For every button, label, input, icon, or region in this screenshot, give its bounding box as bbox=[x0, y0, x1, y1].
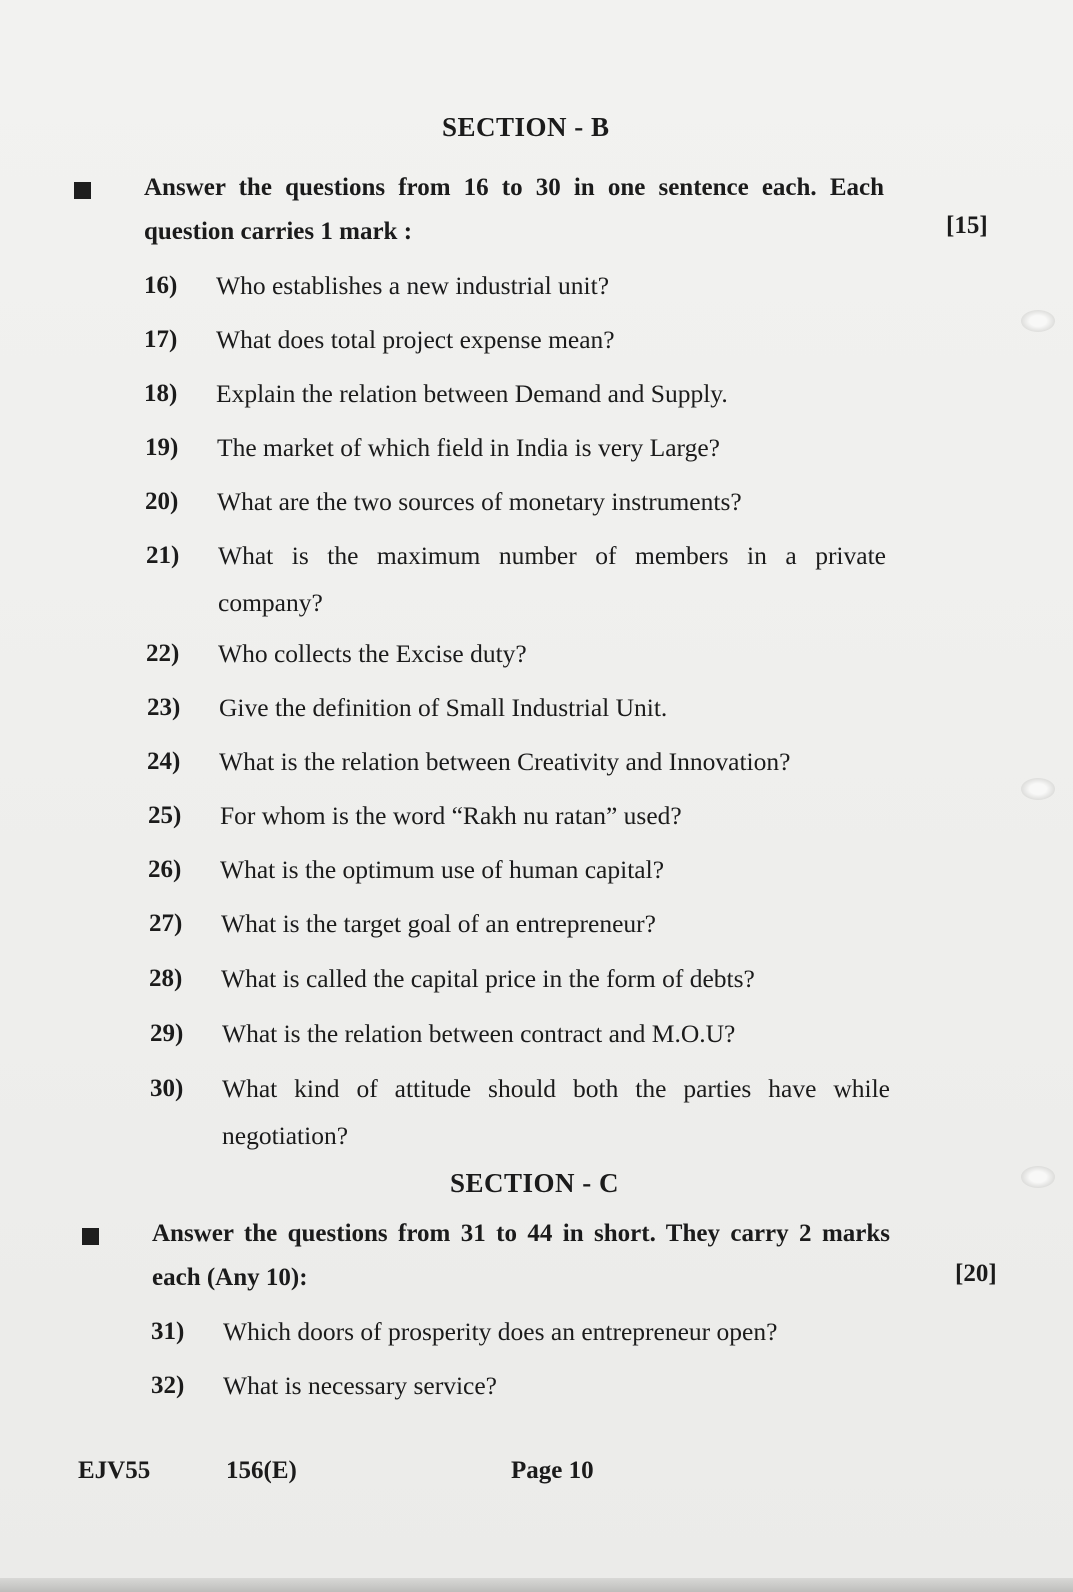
question-text: Which doors of prosperity does an entrepreneur open? bbox=[223, 1317, 778, 1346]
section-c-title: SECTION - C bbox=[450, 1168, 620, 1198]
question-28 bbox=[149, 955, 909, 1002]
question-number: 19) bbox=[145, 434, 179, 461]
question-number: 25) bbox=[148, 802, 182, 829]
question-text: What are the two sources of monetary instruments? bbox=[217, 487, 742, 516]
question-23 bbox=[147, 684, 907, 731]
question-31 bbox=[151, 1308, 911, 1355]
question-number: 22) bbox=[146, 640, 180, 667]
question-text: Explain the relation between Demand and Supply. bbox=[216, 379, 728, 408]
question-19 bbox=[145, 424, 905, 471]
scan-bottom-edge bbox=[0, 1578, 1073, 1592]
question-number: 30) bbox=[150, 1075, 184, 1102]
question-number: 20) bbox=[145, 488, 179, 515]
punch-hole-mark bbox=[1021, 310, 1055, 332]
section-c-instruction: Answer the questions from 31 to 44 in short. They carry 2 marks each (Any 10): bbox=[152, 1220, 890, 1291]
question-number: 16) bbox=[144, 272, 178, 299]
question-text: The market of which field in India is very Large? bbox=[217, 433, 720, 462]
question-text: What is necessary service? bbox=[223, 1371, 497, 1400]
question-number: 31) bbox=[151, 1318, 185, 1345]
question-text: Give the definition of Small Industrial Unit. bbox=[219, 693, 668, 722]
question-text: What is the maximum number of members in a private company? bbox=[218, 541, 886, 617]
footer-code: EJV55 bbox=[78, 1457, 151, 1484]
question-22 bbox=[146, 630, 906, 677]
question-26 bbox=[148, 846, 908, 893]
question-25 bbox=[148, 792, 908, 839]
question-20 bbox=[145, 478, 905, 525]
question-27 bbox=[149, 900, 909, 947]
question-text: What kind of attitude should both the parties have while negotiation? bbox=[222, 1074, 890, 1150]
question-21 bbox=[146, 532, 886, 626]
question-text: What is the target goal of an entrepreneur? bbox=[221, 909, 656, 938]
question-text: What is the optimum use of human capital? bbox=[220, 855, 665, 884]
question-text: What is called the capital price in the form of debts? bbox=[221, 964, 755, 993]
question-number: 24) bbox=[147, 748, 181, 775]
footer-paper: 156(E) bbox=[226, 1457, 297, 1484]
question-number: 18) bbox=[144, 380, 178, 407]
question-16 bbox=[144, 262, 904, 309]
question-24 bbox=[147, 738, 907, 785]
question-18 bbox=[144, 370, 904, 417]
question-number: 27) bbox=[149, 910, 183, 937]
question-number: 21) bbox=[146, 542, 180, 569]
question-number: 17) bbox=[144, 326, 178, 353]
question-text: What is the relation between contract and M.O.U? bbox=[222, 1019, 736, 1048]
question-17 bbox=[144, 316, 904, 363]
question-number: 32) bbox=[151, 1372, 185, 1399]
question-text: Who collects the Excise duty? bbox=[218, 639, 527, 668]
question-32 bbox=[151, 1362, 911, 1409]
section-b-bullet bbox=[74, 182, 91, 199]
question-text: What is the relation between Creativity and Innovation? bbox=[219, 747, 791, 776]
punch-hole-mark bbox=[1021, 1166, 1055, 1188]
question-number: 23) bbox=[147, 694, 181, 721]
section-c-marks: [20] bbox=[955, 1260, 997, 1287]
question-30 bbox=[150, 1065, 890, 1159]
question-29 bbox=[150, 1010, 910, 1057]
question-text: Who establishes a new industrial unit? bbox=[216, 271, 610, 300]
question-number: 26) bbox=[148, 856, 182, 883]
footer-page-number: Page 10 bbox=[511, 1457, 594, 1484]
section-b-marks: [15] bbox=[946, 212, 988, 239]
section-c-bullet bbox=[82, 1228, 99, 1245]
section-b-instruction: Answer the questions from 16 to 30 in one sentence each. Each question carries 1 mark : bbox=[144, 174, 884, 245]
question-text: What does total project expense mean? bbox=[216, 325, 615, 354]
question-number: 29) bbox=[150, 1020, 184, 1047]
punch-hole-mark bbox=[1021, 778, 1055, 800]
question-text: For whom is the word “Rakh nu ratan” used? bbox=[220, 801, 682, 830]
section-b-title: SECTION - B bbox=[442, 112, 610, 142]
question-number: 28) bbox=[149, 965, 183, 992]
